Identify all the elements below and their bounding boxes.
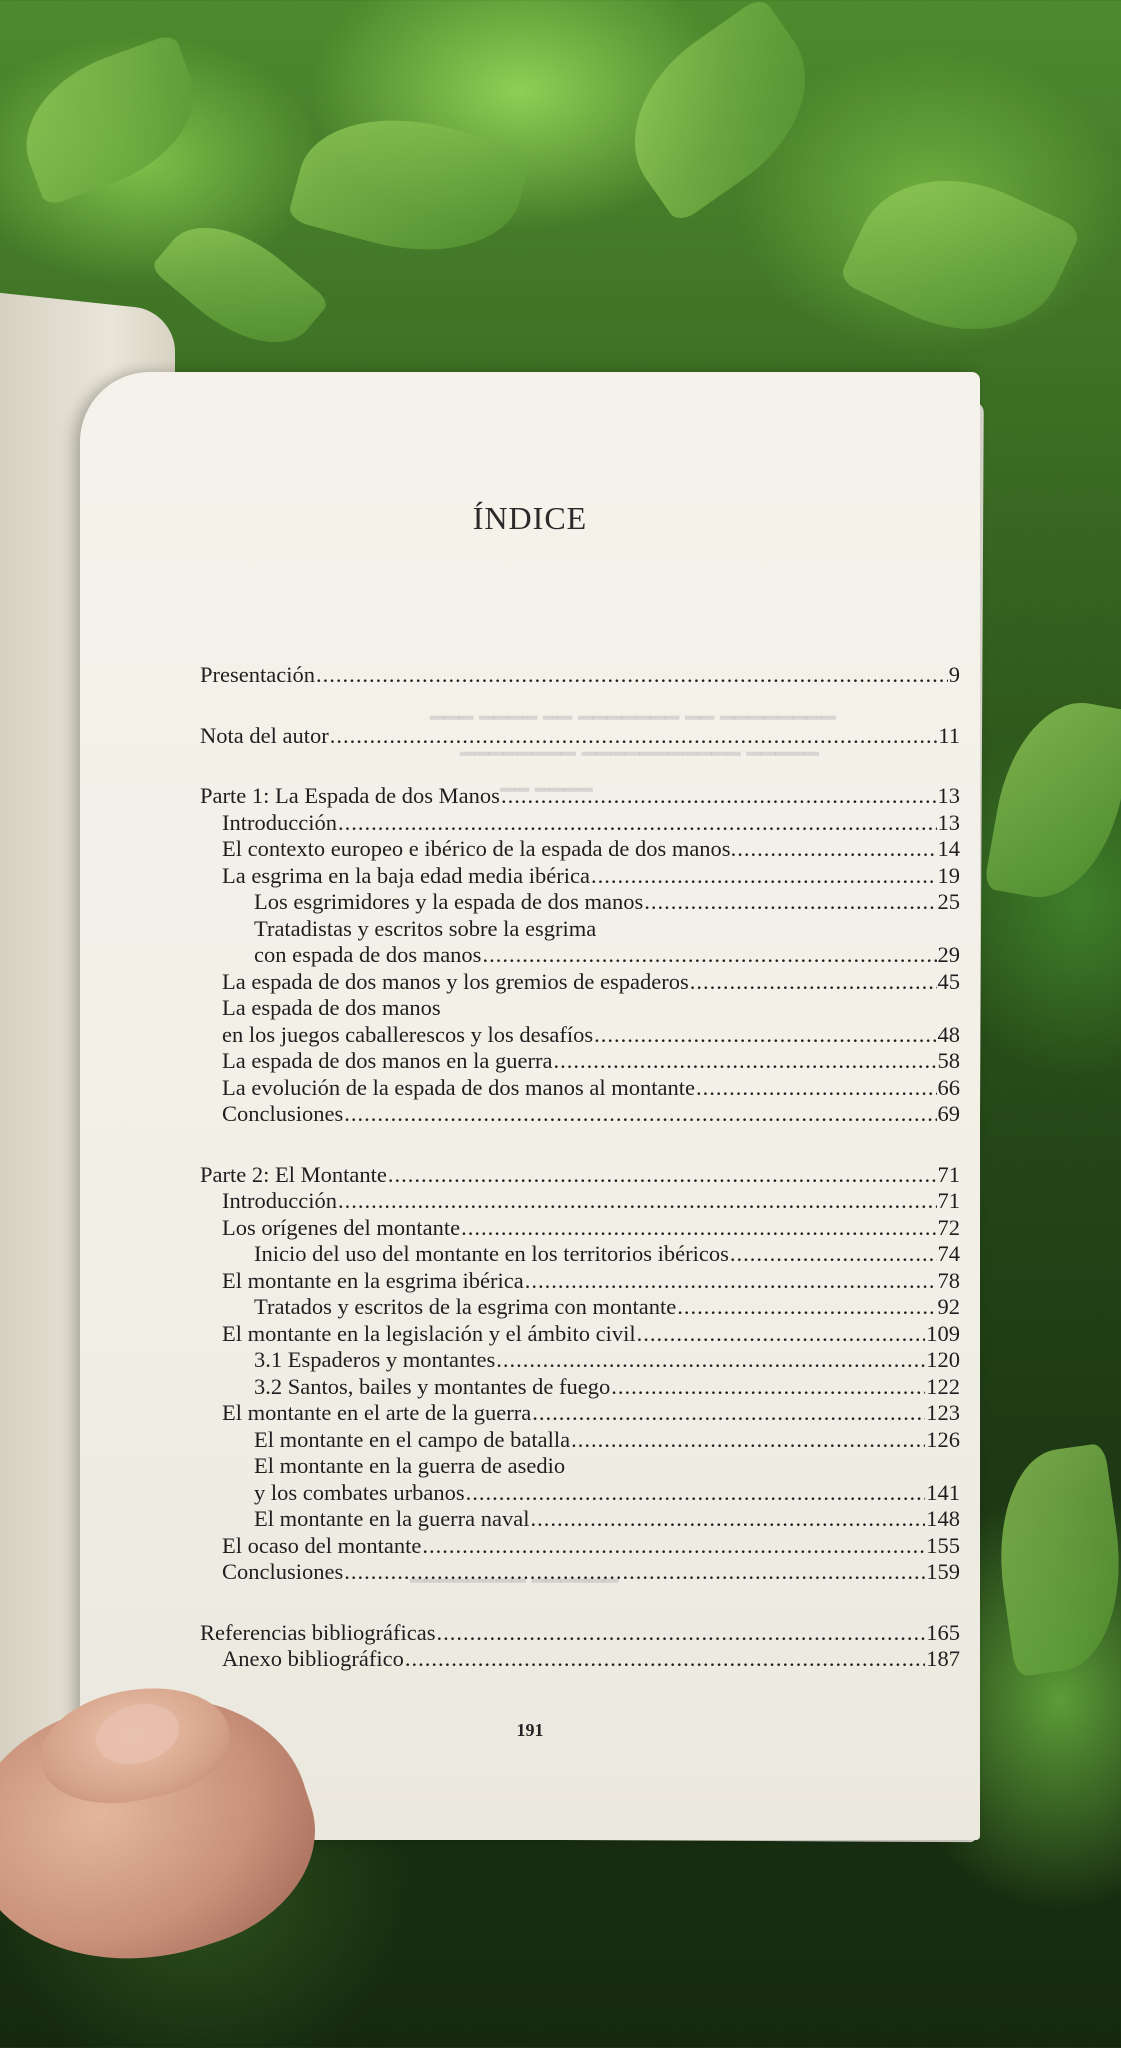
toc-entry-title: Los orígenes del montante: [222, 1214, 461, 1240]
toc-entry-title: La evolución de la espada de dos manos al montante: [222, 1074, 695, 1100]
dot-leader: [466, 1480, 926, 1507]
toc-entry-title: Conclusiones: [222, 1559, 344, 1584]
toc-entry: [200, 1453, 960, 1480]
toc-entry-page: 159: [926, 1559, 960, 1584]
toc-entry-title: Presentación: [200, 662, 315, 687]
toc-entry-title: La espada de dos manos en la guerra: [222, 1048, 553, 1073]
toc-entry-page: 11: [938, 722, 960, 748]
show-through-text: ━━━━━━━━ ━━━━━━━━━━━ ━━━━━: [460, 742, 819, 768]
toc-entry-title: Introducción: [222, 809, 337, 835]
dot-leader: [496, 1347, 925, 1374]
toc-entry: [200, 1480, 960, 1507]
toc-entry-page: 109: [926, 1320, 960, 1346]
dot-leader: [737, 836, 936, 863]
dot-leader: [501, 783, 937, 810]
toc-entry-title: Los esgrimidores y la espada de dos manos: [254, 889, 644, 914]
toc-entry-title: Tratados y escritos de la esgrima con montante: [254, 1294, 677, 1319]
toc-entry-title: La espada de dos manos: [222, 995, 441, 1020]
toc-entry-title: Parte 2: El Montante: [200, 1161, 387, 1187]
toc-entry: [200, 723, 960, 750]
dot-leader: [525, 1268, 937, 1295]
dot-leader: [344, 1559, 925, 1586]
toc-entry-title: 3.1 Espaderos y montantes: [254, 1347, 496, 1372]
toc-entry: [200, 1347, 960, 1374]
toc-entry-title: Conclusiones: [222, 1101, 344, 1126]
dot-leader: [316, 662, 948, 689]
toc-entry-title: El montante en la esgrima ibérica: [222, 1267, 524, 1293]
toc-entry: [200, 1188, 960, 1215]
toc-entry-page: 25: [937, 889, 960, 914]
toc-entry-page: 29: [937, 942, 960, 967]
toc-entry: [200, 1075, 960, 1102]
toc-entry-title: Referencias bibliográficas: [200, 1619, 436, 1645]
toc-entry-page: 13: [937, 809, 960, 835]
dot-leader: [437, 1620, 926, 1647]
toc-entry-page: 187: [926, 1646, 960, 1671]
dot-leader: [532, 1400, 925, 1427]
toc-entry-title: El montante en el campo de batalla: [254, 1426, 571, 1452]
toc-entry: [200, 1400, 960, 1427]
toc-entry-title: y los combates urbanos: [254, 1479, 465, 1505]
toc-entry: [200, 836, 960, 863]
toc-entry: [200, 1048, 960, 1075]
toc-entry: [200, 1162, 960, 1189]
dot-leader: [338, 1188, 937, 1215]
toc-entry-page: 122: [926, 1373, 960, 1399]
show-through-text: ━━━ ━━━━ ━━ ━━━━━━━ ━━ ━━━━━━━━: [430, 706, 836, 732]
toc-entry-page: 74: [937, 1241, 960, 1266]
toc-entry-title: Inicio del uso del montante en los territorios ibéricos: [254, 1241, 729, 1266]
toc-entry: [200, 1241, 960, 1268]
toc-entry-page: 71: [937, 1188, 960, 1213]
toc-entry: [200, 1620, 960, 1647]
toc-entry: [200, 995, 960, 1022]
toc-entry-page: 69: [937, 1101, 960, 1126]
dot-leader: [594, 1022, 936, 1049]
dot-leader: [554, 1048, 937, 1075]
toc-entry-page: 9: [948, 662, 960, 687]
toc-entry-page: 13: [937, 783, 960, 808]
dot-leader: [531, 1506, 926, 1533]
dot-leader: [690, 969, 937, 996]
toc-entry-page: 71: [937, 1161, 960, 1187]
dot-leader: [338, 810, 937, 837]
page-number: 191: [516, 1720, 544, 1740]
dot-leader: [591, 863, 937, 890]
toc-entry-page: 66: [937, 1074, 960, 1100]
toc-entry-page: 78: [937, 1267, 960, 1293]
toc-entry-title: El montante en la guerra naval: [254, 1506, 530, 1531]
toc-entry: [200, 1533, 960, 1560]
toc-entry: [200, 1321, 960, 1348]
toc-entry: [200, 1294, 960, 1321]
toc-entry-title: en los juegos caballerescos y los desafíos: [222, 1021, 594, 1047]
dot-leader: [330, 723, 938, 750]
table-of-contents: [200, 662, 960, 1673]
toc-entry-page: 92: [937, 1294, 960, 1319]
toc-entry: [200, 942, 960, 969]
dot-leader: [571, 1427, 925, 1454]
dot-leader: [344, 1101, 936, 1128]
toc-entry-page: 14: [937, 836, 960, 861]
toc-entry: [200, 1559, 960, 1586]
toc-entry-page: 165: [926, 1619, 960, 1645]
dot-leader: [677, 1294, 936, 1321]
foliage-leaf: [598, 0, 842, 225]
toc-entry-title: Nota del autor: [200, 722, 329, 748]
foliage-leaf: [838, 145, 1083, 365]
toc-entry-title: Tratadistas y escritos sobre la esgrima: [254, 915, 597, 941]
dot-leader: [730, 1241, 937, 1268]
foliage-leaf: [984, 691, 1121, 909]
show-through-text: ━━ ━━━━: [500, 778, 593, 804]
toc-entry-title: El contexto europeo e ibérico de la espada de dos manos.: [222, 836, 737, 861]
toc-entry-page: 45: [937, 968, 960, 994]
toc-entry-page: 72: [937, 1214, 960, 1240]
toc-entry-page: 155: [926, 1532, 960, 1558]
dot-leader: [482, 942, 936, 969]
toc-entry-title: El montante en la legislación y el ámbito civil: [222, 1320, 636, 1346]
toc-entry-page: 19: [937, 862, 960, 888]
toc-entry: [200, 916, 960, 943]
toc-entry-title: Anexo bibliográfico: [222, 1646, 404, 1671]
toc-entry-title: El ocaso del montante: [222, 1532, 422, 1558]
toc-entry-title: 3.2 Santos, bailes y montantes de fuego: [254, 1373, 611, 1399]
toc-entry: [200, 863, 960, 890]
toc-entry: [200, 1268, 960, 1295]
toc-entry-page: 148: [926, 1506, 960, 1531]
dot-leader: [388, 1162, 937, 1189]
toc-entry-page: 123: [926, 1400, 960, 1425]
dot-leader: [644, 889, 936, 916]
toc-entry-title: La esgrima en la baja edad media ibérica: [222, 862, 590, 888]
toc-entry-title: Parte 1: La Espada de dos Manos: [200, 783, 500, 808]
toc-entry-page: 120: [926, 1347, 960, 1372]
toc-entry: [200, 889, 960, 916]
toc-entry: [200, 1646, 960, 1673]
toc-entry: [200, 1022, 960, 1049]
show-through-text: ━━━━━━━━ ━━━━━━: [410, 1569, 619, 1595]
foliage-leaf: [5, 33, 215, 207]
toc-entry: [200, 1374, 960, 1401]
toc-entry-page: 48: [937, 1021, 960, 1047]
toc-entry-title: El montante en el arte de la guerra: [222, 1400, 532, 1425]
toc-entry-page: 58: [937, 1048, 960, 1073]
dot-leader: [611, 1374, 925, 1401]
toc-entry-title: Introducción: [222, 1188, 337, 1213]
toc-entry: [200, 662, 960, 689]
toc-entry-title: La espada de dos manos y los gremios de espaderos: [222, 968, 689, 994]
toc-entry: [200, 1101, 960, 1128]
dot-leader: [422, 1533, 925, 1560]
toc-entry: [200, 1506, 960, 1533]
toc-entry: [200, 969, 960, 996]
foliage-leaf: [985, 1443, 1121, 1678]
dot-leader: [696, 1075, 937, 1102]
toc-entry: [200, 1215, 960, 1242]
toc-entry-page: 126: [926, 1426, 960, 1452]
page-title: ÍNDICE: [472, 500, 588, 536]
dot-leader: [405, 1646, 925, 1673]
toc-entry: [200, 783, 960, 810]
dot-leader: [637, 1321, 926, 1348]
toc-entry-title: con espada de dos manos: [254, 942, 482, 967]
toc-entry-page: 141: [926, 1479, 960, 1505]
book-page: [80, 372, 980, 1840]
toc-entry: [200, 1427, 960, 1454]
foliage-leaf: [287, 94, 533, 277]
toc-entry: [200, 810, 960, 837]
dot-leader: [461, 1215, 936, 1242]
foliage-leaf: [150, 199, 330, 371]
toc-entry-title: El montante en la guerra de asedio: [254, 1453, 566, 1478]
